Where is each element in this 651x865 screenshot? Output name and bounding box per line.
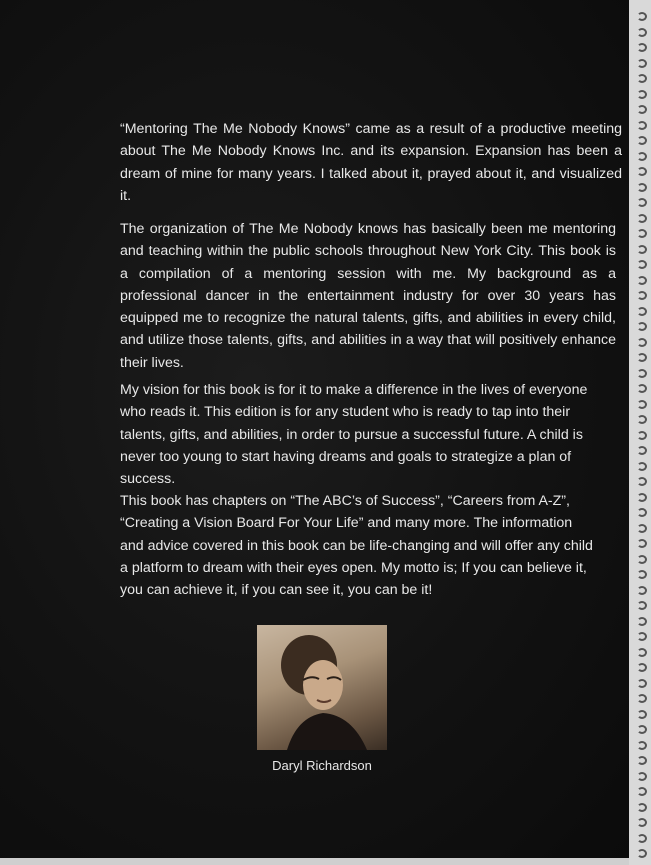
spiral-coil bbox=[637, 679, 647, 688]
spiral-coil bbox=[637, 260, 647, 269]
spiral-coil bbox=[637, 539, 647, 548]
spiral-coil bbox=[637, 710, 647, 719]
spiral-coil bbox=[637, 28, 647, 37]
paragraph-intro bbox=[120, 118, 622, 207]
spiral-coil bbox=[637, 446, 647, 455]
spiral-coil bbox=[637, 105, 647, 114]
spiral-coil bbox=[637, 291, 647, 300]
paragraph-vision bbox=[120, 379, 616, 490]
spiral-coil bbox=[637, 322, 647, 331]
spiral-coil bbox=[637, 276, 647, 285]
spiral-coil bbox=[637, 632, 647, 641]
author-caption: Daryl Richardson bbox=[272, 758, 372, 773]
spiral-coil bbox=[637, 74, 647, 83]
author-photo bbox=[257, 625, 387, 750]
spiral-coil bbox=[637, 59, 647, 68]
spiral-coil bbox=[637, 214, 647, 223]
spiral-coil bbox=[637, 787, 647, 796]
paragraph-text: “Mentoring The Me Nobody Knows” came as a result of a productive meeting about The Me Nobody Knows Inc. and its expansion. Expansion has been a dream of mine for many years. I talked about it, prayed about it, and visualized it. bbox=[120, 121, 622, 204]
spiral-coil bbox=[637, 725, 647, 734]
spiral-coil bbox=[637, 43, 647, 52]
spiral-binding bbox=[629, 0, 651, 865]
spiral-coil bbox=[637, 524, 647, 533]
spiral-coil bbox=[637, 338, 647, 347]
spiral-coil bbox=[637, 648, 647, 657]
spiral-coil bbox=[637, 167, 647, 176]
spiral-coil bbox=[637, 384, 647, 393]
spiral-coil bbox=[637, 803, 647, 812]
spiral-coil bbox=[637, 570, 647, 579]
paragraph-organization bbox=[120, 218, 616, 374]
spiral-coil bbox=[637, 90, 647, 99]
spiral-coil bbox=[637, 756, 647, 765]
spiral-coil bbox=[637, 369, 647, 378]
spiral-coil bbox=[637, 136, 647, 145]
spiral-coil bbox=[637, 462, 647, 471]
spiral-coil bbox=[637, 555, 647, 564]
spiral-coil bbox=[637, 431, 647, 440]
paragraph-text: This book has chapters on “The ABC’s of Success”, “Careers from A-Z”, “Creating a Vision Board For Your Life” and many more. The information and advice covered in this book can be life-changing and will offer any child a platform to dream with their eyes open. My motto is; If you can believe it, you can achieve it, if you can see it, you can be it! bbox=[120, 493, 593, 599]
spiral-coil bbox=[637, 400, 647, 409]
spiral-coil bbox=[637, 834, 647, 843]
spiral-coil bbox=[637, 508, 647, 517]
spiral-coil bbox=[637, 601, 647, 610]
spiral-coil bbox=[637, 493, 647, 502]
spiral-coil bbox=[637, 694, 647, 703]
spiral-coil bbox=[637, 415, 647, 424]
spiral-coil bbox=[637, 12, 647, 21]
paragraph-chapters bbox=[120, 490, 598, 601]
spiral-coil bbox=[637, 617, 647, 626]
spiral-coil bbox=[637, 849, 647, 858]
portrait-illustration bbox=[257, 625, 387, 750]
spiral-coil bbox=[637, 818, 647, 827]
spiral-coil bbox=[637, 477, 647, 486]
spiral-coil bbox=[637, 229, 647, 238]
paragraph-text: My vision for this book is for it to make a difference in the lives of everyone who reads it. This edition is for any student who is ready to tap into their talents, gifts, and abilities, in order to pursue a successful future. A child is never too young to start having dreams and goals to strategize a plan of success. bbox=[120, 382, 588, 488]
spiral-coil bbox=[637, 152, 647, 161]
spiral-coil bbox=[637, 772, 647, 781]
paragraph-text: The organization of The Me Nobody knows has basically been me mentoring and teaching within the public schools throughout New York City. This book is a compilation of a mentoring session with me. My background as a professional dancer in the entertainment industry for over 30 years has equipped me to recognize the natural talents, gifts, and abilities in every child, and utilize those talents, gifts, and abilities in a way that will positively enhance their lives. bbox=[120, 221, 616, 371]
spiral-coil bbox=[637, 663, 647, 672]
spiral-coil bbox=[637, 198, 647, 207]
spiral-coil bbox=[637, 307, 647, 316]
spiral-coil bbox=[637, 353, 647, 362]
spiral-coil bbox=[637, 245, 647, 254]
spiral-coil bbox=[637, 121, 647, 130]
spiral-coil bbox=[637, 741, 647, 750]
spiral-coil bbox=[637, 183, 647, 192]
spiral-coil bbox=[637, 586, 647, 595]
